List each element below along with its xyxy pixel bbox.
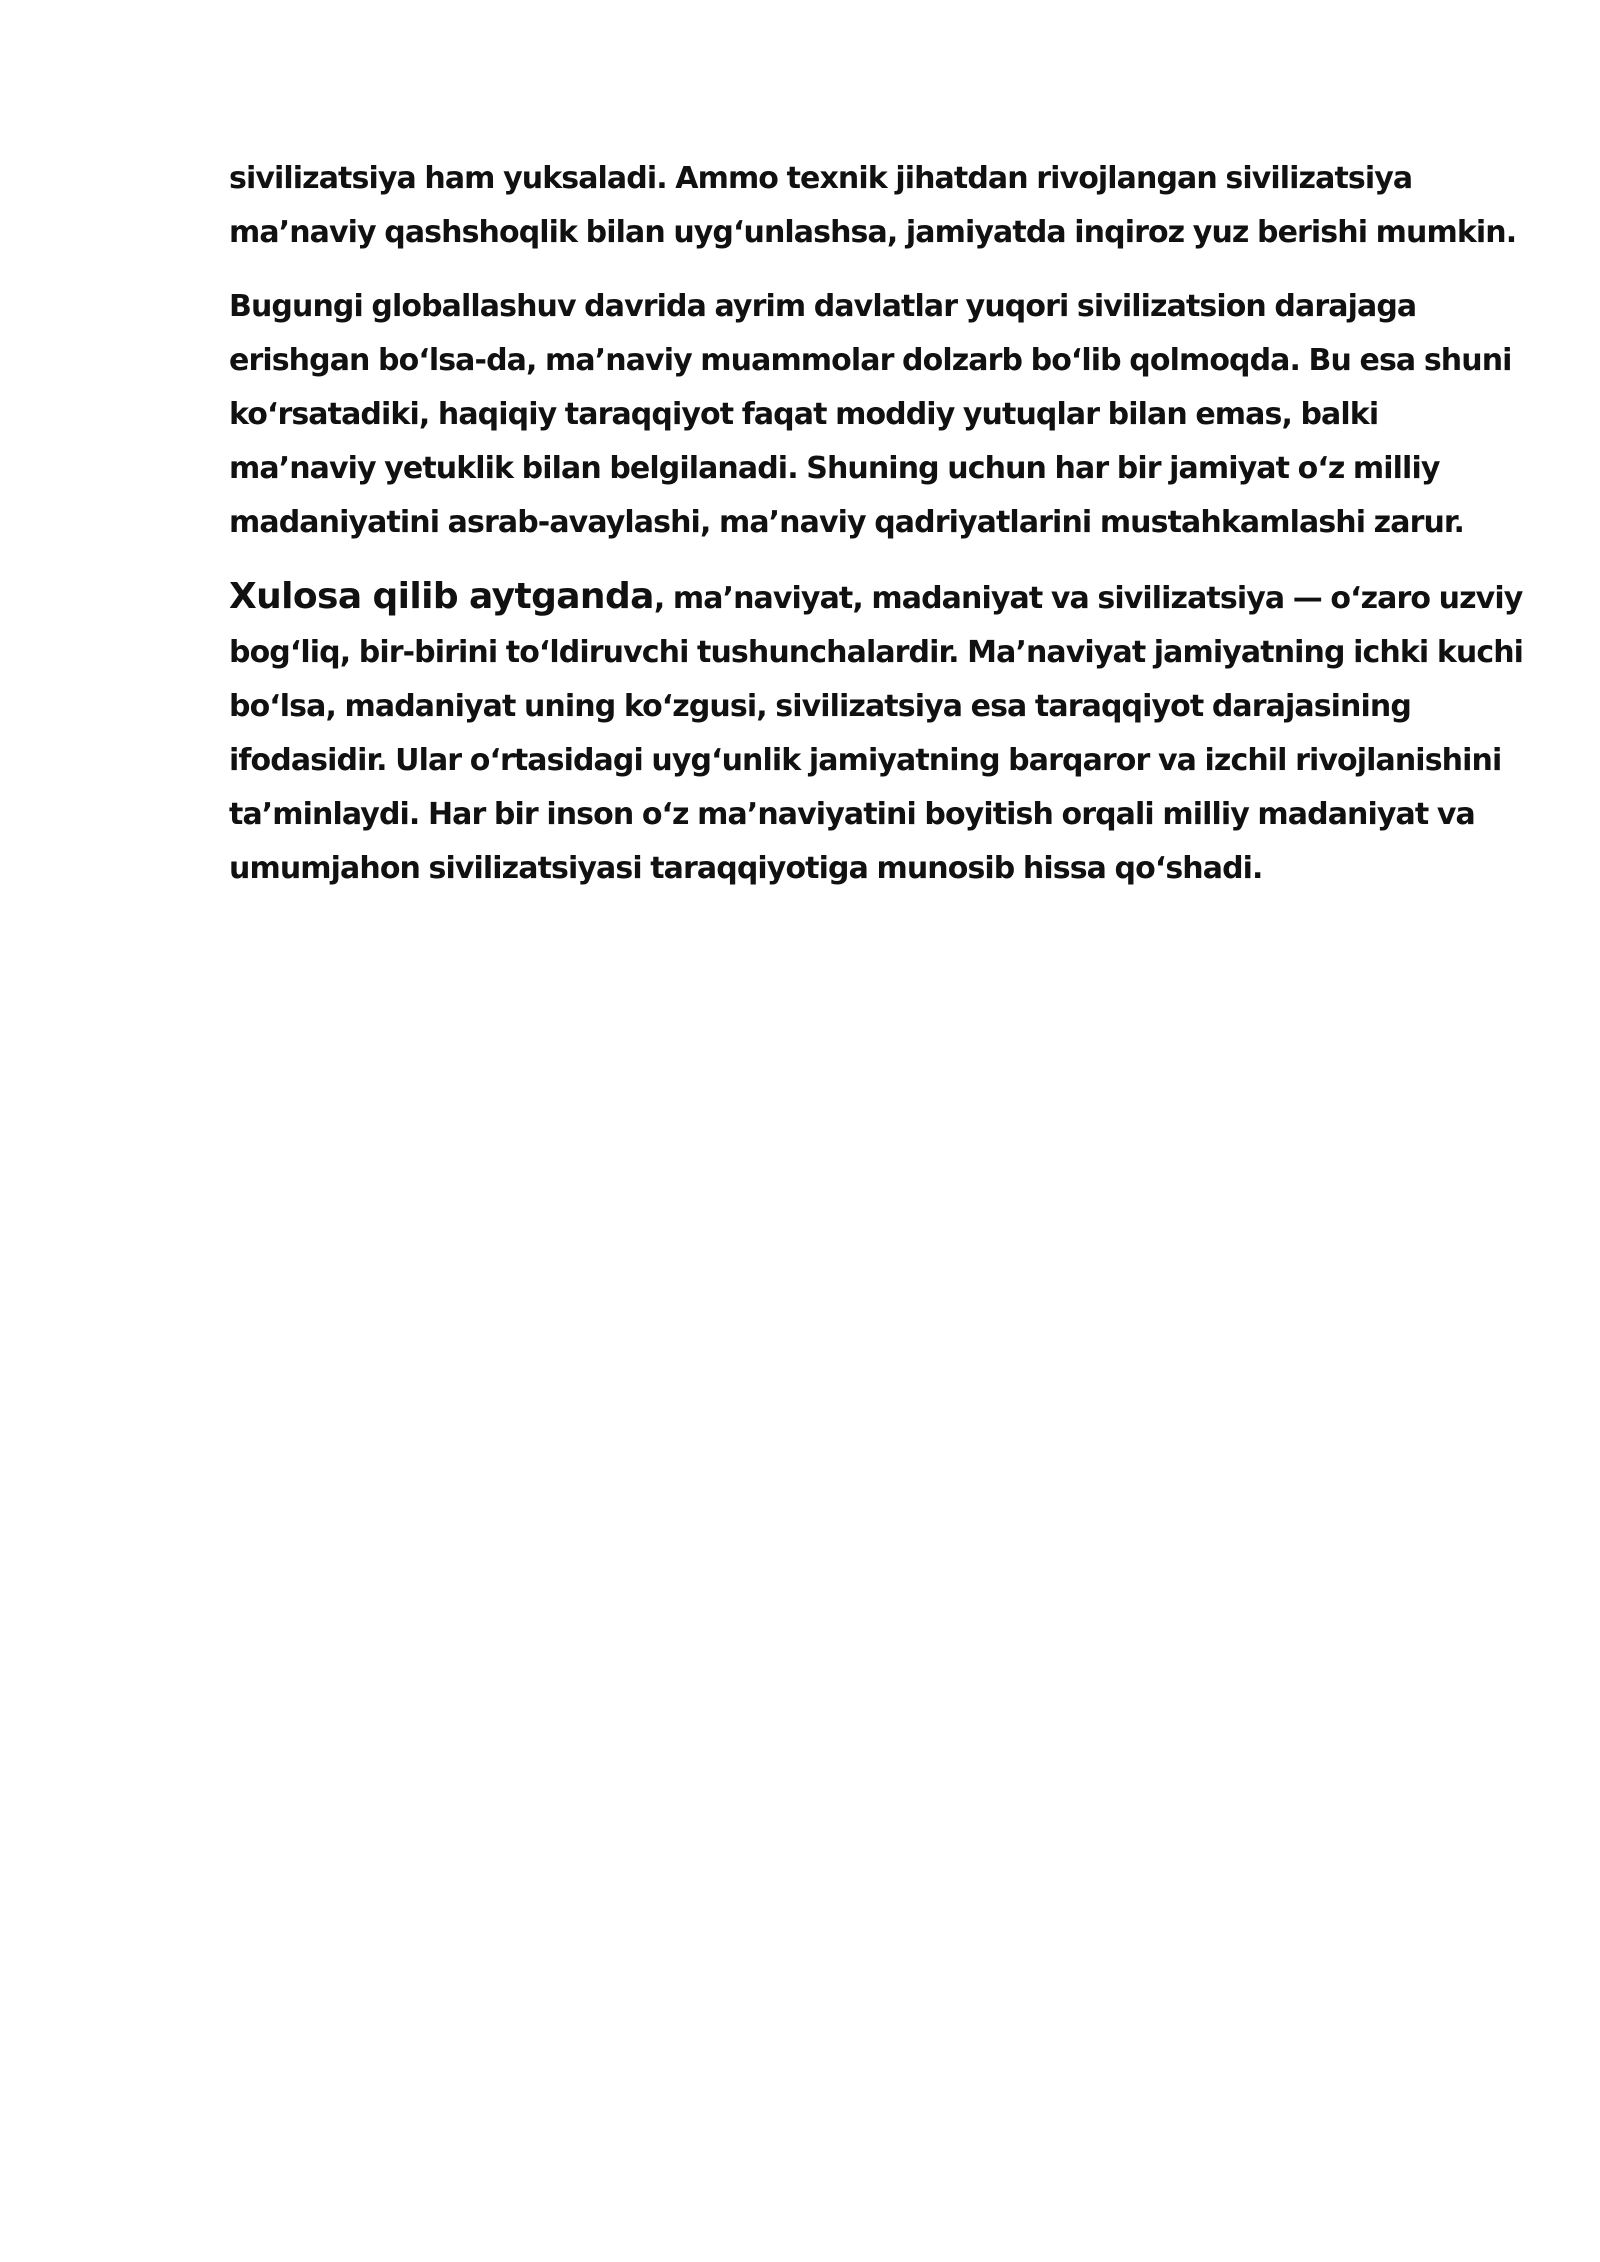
text-line: sivilizatsiya ham yuksaladi. Ammo texnik jihatdan rivojlangan sivilizatsiya <box>229 161 1413 196</box>
text-line: madaniyatini asrab-avaylashi, ma’naviy qadriyatlarini mustahkamlashi zarur. <box>229 505 1465 540</box>
text-line <box>229 570 1523 626</box>
text-line: bo‘lsa, madaniyat uning ko‘zgusi, sivilizatsiya esa taraqqiyot darajasining <box>229 689 1411 724</box>
text-line: erishgan bo‘lsa-da, ma’naviy muammolar dolzarb bo‘lib qolmoqda. Bu esa shuni <box>229 343 1512 378</box>
text-line: ifodasidir. Ular o‘rtasidagi uyg‘unlik jamiyatning barqaror va izchil rivojlanishini <box>229 743 1502 778</box>
conclusion-lead: Xulosa qilib aytganda <box>229 576 654 617</box>
paragraph-1 <box>229 152 1517 260</box>
text-line: Bugungi globallashuv davrida ayrim davlatlar yuqori sivilizatsion darajaga <box>229 289 1417 324</box>
paragraph-2 <box>229 280 1512 550</box>
text-line: ma’naviy yetuklik bilan belgilanadi. Shuning uchun har bir jamiyat o‘z milliy <box>229 451 1440 486</box>
document-body <box>229 152 1524 916</box>
text-line: ma’naviy qashshoqlik bilan uyg‘unlashsa, jamiyatda inqiroz yuz berishi mumkin. <box>229 215 1517 250</box>
text-line: bog‘liq, bir-birini to‘ldiruvchi tushunchalardir. Ma’naviyat jamiyatning ichki kuchi <box>229 635 1524 670</box>
paragraph-3-conclusion <box>229 570 1524 896</box>
text-line: umumjahon sivilizatsiyasi taraqqiyotiga munosib hissa qo‘shadi. <box>229 851 1263 886</box>
text-line: ta’minlaydi. Har bir inson o‘z ma’naviyatini boyitish orqali milliy madaniyat va <box>229 797 1475 832</box>
conclusion-first-line-rest: , ma’naviyat, madaniyat va sivilizatsiya — o‘zaro uzviy <box>653 581 1523 616</box>
text-line: ko‘rsatadiki, haqiqiy taraqqiyot faqat moddiy yutuqlar bilan emas, balki <box>229 397 1379 432</box>
